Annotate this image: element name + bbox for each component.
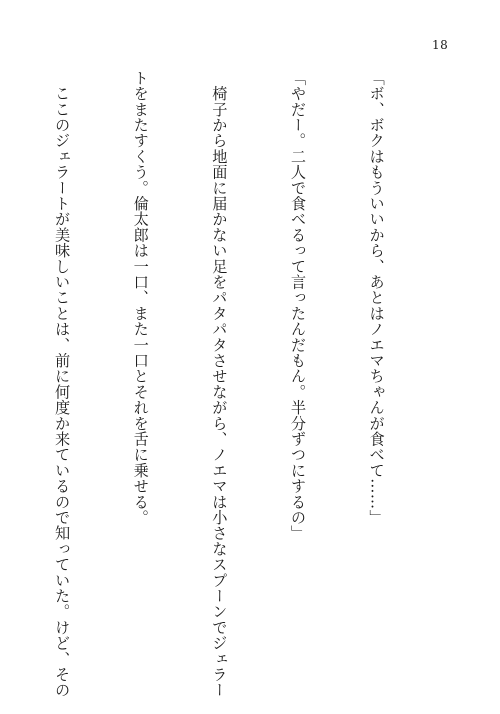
text-line: ここのジェラートが美味しいことは、前に何度か来ているので知っていた。けど、その bbox=[53, 70, 72, 698]
text-line: 椅子から地面に届かない足をパタパタさせながら、ノエマは小さなスプーンでジェラー bbox=[210, 70, 229, 698]
text-line: 「ボ、ボクはもういいから、あとはノエマちゃんが食べて……」 bbox=[367, 70, 386, 526]
page-number: 18 bbox=[432, 38, 449, 52]
vertical-text-body bbox=[0, 70, 442, 698]
text-line: 「やだー。二人で食べるって言ったんだもん。半分ずつにするの」 bbox=[288, 70, 307, 541]
text-line: トをまたすくう。倫太郎は一口、また一口とそれを舌に乗せる。 bbox=[131, 70, 150, 526]
